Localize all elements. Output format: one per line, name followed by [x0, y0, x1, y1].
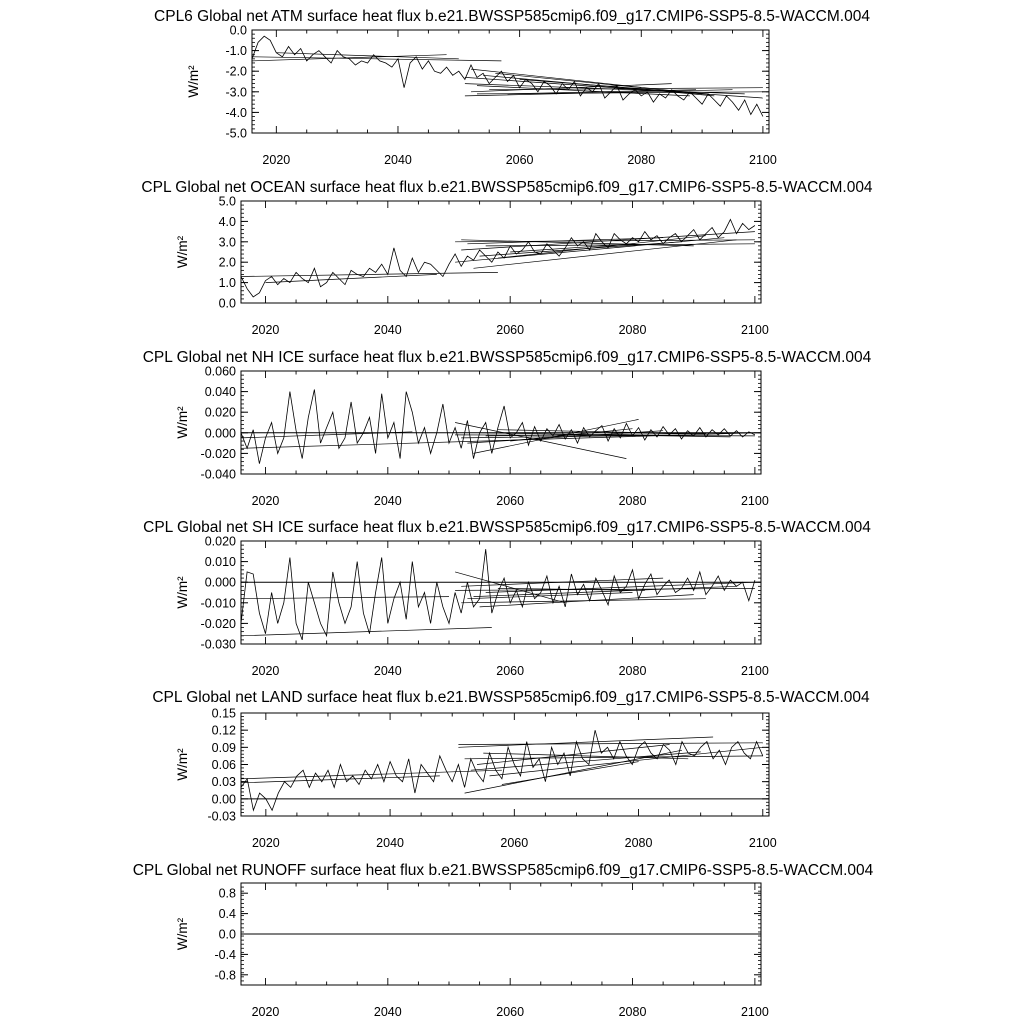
series-line-3 — [458, 743, 762, 745]
series-line-0 — [252, 36, 763, 116]
x-tick-label: 2040 — [373, 1005, 402, 1019]
y-tick-label: -0.020 — [200, 616, 236, 631]
x-tick-label: 2080 — [618, 664, 647, 678]
chart-panel — [152, 689, 870, 850]
x-tick-label: 2040 — [384, 153, 412, 167]
x-tick-label: 2020 — [251, 494, 280, 508]
x-tick-label: 2020 — [251, 836, 280, 850]
x-tick-label: 2080 — [627, 153, 656, 167]
y-tick-label: 0.15 — [211, 706, 236, 721]
y-tick-label: 0.0 — [229, 23, 247, 38]
y-axis-label: W/m² — [175, 748, 190, 781]
plot-frame — [241, 201, 761, 303]
y-tick-label: -2.0 — [225, 64, 247, 79]
chart-panel — [154, 8, 870, 167]
x-tick-label: 2020 — [251, 664, 280, 678]
y-tick-label: 0.000 — [204, 575, 236, 590]
y-axis-label: W/m² — [175, 576, 190, 609]
y-axis-label: W/m² — [186, 65, 201, 98]
y-tick-label: 0.8 — [218, 886, 236, 901]
y-tick-label: 0.0 — [218, 927, 236, 942]
y-tick-label: 0.06 — [211, 758, 236, 772]
y-axis-label: W/m² — [175, 235, 190, 269]
y-axis-label: W/m² — [175, 917, 190, 951]
y-tick-label: -0.020 — [200, 446, 236, 461]
x-tick-label: 2100 — [740, 494, 769, 508]
series-line-1 — [241, 770, 502, 779]
y-tick-label: -1.0 — [225, 44, 247, 59]
y-tick-label: 4.0 — [218, 214, 236, 229]
series-line-4 — [458, 737, 713, 747]
series-line-0 — [241, 390, 755, 464]
x-tick-label: 2100 — [749, 153, 777, 167]
y-tick-label: 0.010 — [204, 555, 236, 570]
x-tick-label: 2060 — [496, 1005, 525, 1019]
x-tick-label: 2040 — [373, 494, 402, 508]
y-tick-label: 1.0 — [218, 276, 236, 291]
y-tick-label: 0.020 — [204, 534, 236, 549]
series-line-1 — [241, 272, 498, 276]
y-tick-label: -0.03 — [207, 809, 236, 824]
series-group — [241, 390, 755, 464]
chart-title: CPL Global net LAND surface heat flux b.e21.BWSSP585cmip6.f09_g17.CMIP6-SSP5-8.5-WACCM.004 — [152, 689, 870, 706]
series-line-10 — [490, 747, 763, 776]
chart-title: CPL Global net RUNOFF surface heat flux b.e21.BWSSP585cmip6.f09_g17.CMIP6-SSP5-8.5-WACCM.004 — [132, 862, 874, 879]
y-tick-label: -5.0 — [225, 126, 247, 141]
chart-panel — [143, 519, 871, 678]
y-tick-label: 0.12 — [211, 723, 236, 738]
x-tick-label: 2080 — [618, 323, 647, 337]
x-tick-label: 2080 — [618, 494, 647, 508]
chart-title: CPL Global net SH ICE surface heat flux b.e21.BWSSP585cmip6.f09_g17.CMIP6-SSP5-8.5-WACCM.004 — [143, 519, 871, 536]
x-tick-label: 2100 — [740, 664, 769, 678]
plot-frame — [241, 541, 761, 644]
y-tick-label: 0.040 — [204, 385, 236, 400]
y-tick-label: 2.0 — [218, 255, 236, 270]
chart-title: CPL Global net NH ICE surface heat flux b.e21.BWSSP585cmip6.f09_g17.CMIP6-SSP5-8.5-WACCM.004 — [142, 349, 872, 366]
y-tick-label: 0.00 — [211, 792, 236, 807]
y-tick-label: -3.0 — [225, 85, 247, 100]
x-tick-label: 2060 — [505, 153, 534, 167]
y-tick-label: -0.4 — [214, 947, 236, 962]
y-tick-label: 0.000 — [204, 426, 236, 441]
y-tick-label: 0.020 — [204, 405, 236, 420]
series-group — [241, 730, 763, 810]
x-tick-label: 2060 — [500, 836, 529, 850]
series-line-8 — [477, 745, 670, 765]
series-line-11 — [498, 236, 706, 258]
x-tick-label: 2100 — [740, 1005, 769, 1019]
plot-frame — [252, 30, 769, 133]
series-group — [241, 549, 755, 640]
x-tick-label: 2040 — [376, 836, 404, 850]
y-tick-label: 0.09 — [211, 740, 236, 755]
chart-panel — [133, 862, 874, 1019]
series-line-1 — [241, 628, 492, 636]
series-line-0 — [241, 549, 755, 640]
y-tick-label: 0.4 — [218, 907, 236, 922]
y-axis-label: W/m² — [175, 406, 190, 439]
x-tick-label: 2040 — [373, 664, 402, 678]
y-tick-label: -4.0 — [225, 105, 247, 120]
x-tick-label: 2020 — [251, 1005, 280, 1019]
series-group — [241, 219, 755, 297]
y-tick-label: 3.0 — [218, 235, 236, 250]
y-tick-label: 5.0 — [218, 194, 236, 209]
x-tick-label: 2020 — [251, 323, 280, 337]
y-tick-label: 0.060 — [204, 364, 236, 379]
y-tick-label: -0.010 — [200, 596, 236, 611]
series-group — [252, 36, 763, 116]
plot-frame — [241, 371, 761, 474]
series-line-2 — [241, 776, 440, 783]
y-tick-label: -0.040 — [200, 467, 236, 482]
x-tick-label: 2020 — [262, 153, 291, 167]
chart-panel — [141, 179, 873, 337]
x-tick-label: 2080 — [618, 1005, 647, 1019]
x-tick-label: 2100 — [740, 323, 769, 337]
x-tick-label: 2040 — [373, 323, 402, 337]
x-tick-label: 2080 — [624, 836, 653, 850]
y-tick-label: -0.8 — [214, 968, 236, 983]
x-tick-label: 2060 — [496, 494, 525, 508]
y-tick-label: 0.0 — [218, 296, 236, 311]
x-tick-label: 2060 — [496, 323, 525, 337]
series-line-9 — [480, 595, 694, 607]
y-tick-label: 0.03 — [211, 775, 236, 790]
chart-panel — [143, 349, 872, 508]
chart-title: CPL Global net OCEAN surface heat flux b.e21.BWSSP585cmip6.f09_g17.CMIP6-SSP5-8.5-WACCM.004 — [141, 179, 873, 196]
series-line-3 — [455, 423, 626, 459]
chart-title: CPL6 Global net ATM surface heat flux b.e21.BWSSP585cmip6.f09_g17.CMIP6-SSP5-8.5-WACCM.004 — [154, 8, 870, 25]
x-tick-label: 2060 — [496, 664, 525, 678]
x-tick-label: 2100 — [748, 836, 777, 850]
y-tick-label: -0.030 — [200, 637, 236, 652]
